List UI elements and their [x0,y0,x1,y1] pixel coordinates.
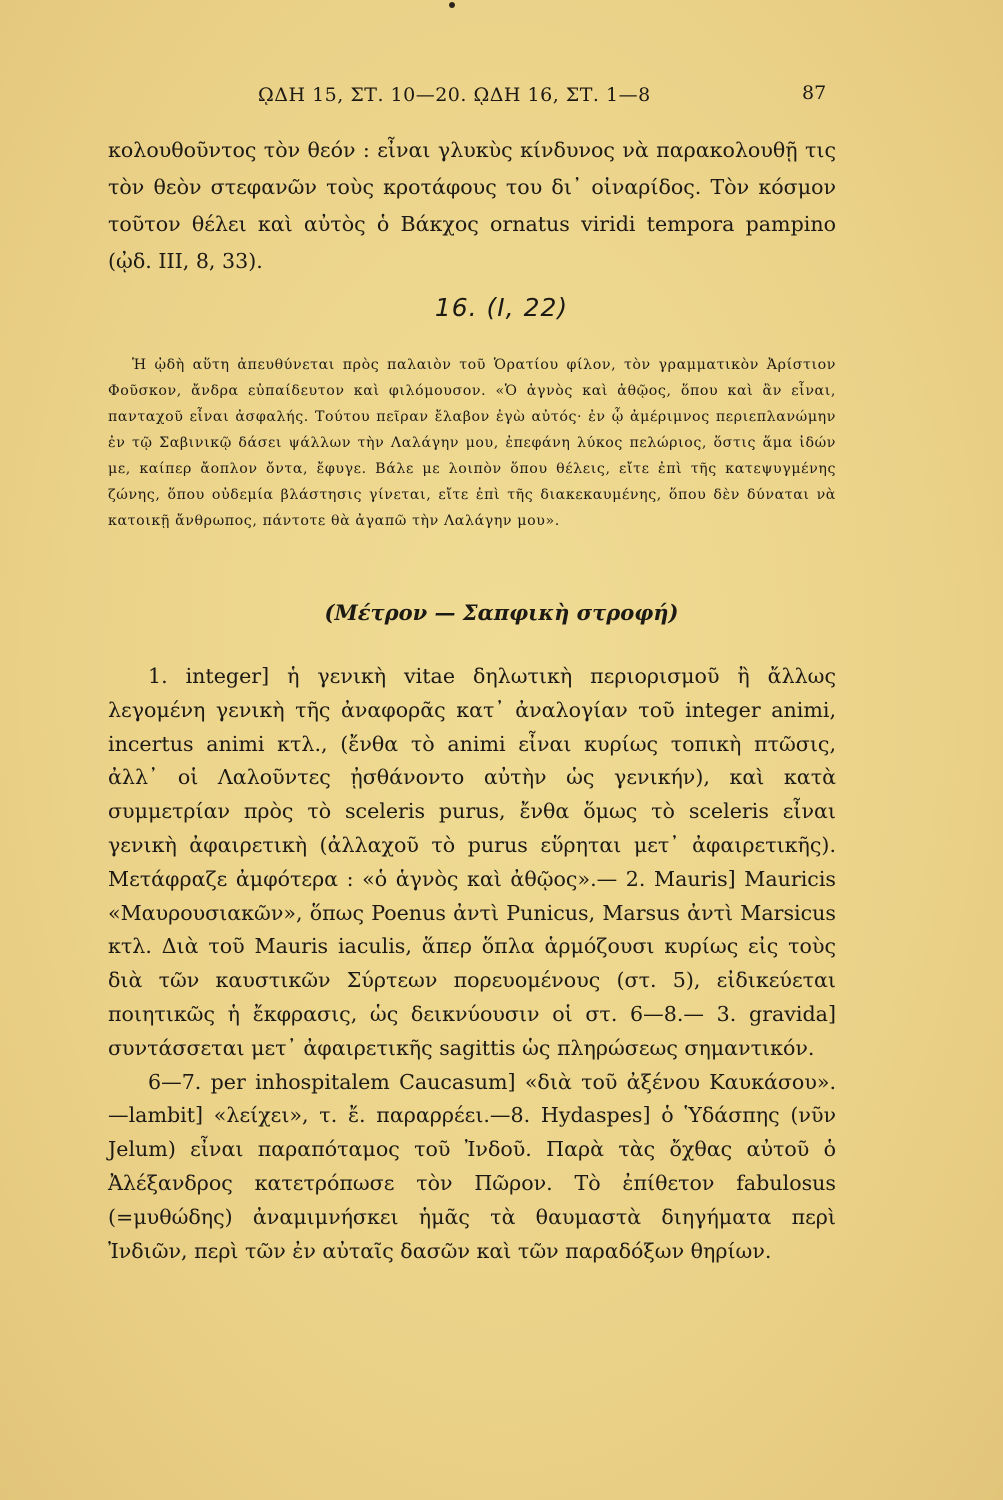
meter-heading: (Μέτρον — Σαπφικὴ στροφή) [324,600,679,625]
page-number: 87 [802,82,827,104]
continued-paragraph: κολουθοῦντος τὸν θεόν : εἶναι γλυκὺς κίνδυνος νὰ παρακολουθῇ τις τὸν θεὸν στεφανῶν τοὺς κροτάφους του δι᾽ οἰναρίδος. Τὸν κόσμον τοῦτον θέλει καὶ αὐτὸς ὁ Βάκχος ornatus viridi tempora pampino (ᾠδ. III, 8, 33). [108,138,836,273]
running-title: ῼΔΗ 15, ΣΤ. 10—20. ῼΔΗ 16, ΣΤ. 1—8 [258,84,651,106]
commentary [108,660,836,1268]
ode-heading: 16. (I, 22) [434,293,569,322]
ink-dot [449,2,455,8]
commentary-paragraph-2: 6—7. per inhospitalem Caucasum] «διὰ τοῦ ἀξένου Καυκάσου».—lambit] «λείχει», τ. ἔ. παραρρέει.—8. Hydaspes] ὁ Ὑδάσπης (νῦν Jelum) εἶναι παραπόταμος τοῦ Ἰνδοῦ. Παρὰ τὰς ὄχθας αὐτοῦ ὁ Ἀλέξανδρος κατετρόπωσε τὸν Πῶρον. Τὸ ἐπίθετον fabulosus (=μυθώδης) ἀναμιμνήσκει ἡμᾶς τὰ θαυμαστὰ διηγήματα περὶ Ἰνδιῶν, περὶ τῶν ἐν αὐταῖς δασῶν καὶ τῶν παραδόξων θηρίων. [108,1069,836,1263]
page-header [0,84,1003,114]
ode-introduction: Ἡ ᾠδὴ αὕτη ἀπευθύνεται πρὸς παλαιὸν τοῦ Ὁρατίου φίλον, τὸν γραμματικὸν Ἀρίστιον Φοῦσκον, ἄνδρα εὐπαίδευτον καὶ φιλόμουσον. «Ὁ ἁγνὸς καὶ ἀθῷος, ὅπου καὶ ἂν εἶναι, πανταχοῦ εἶναι ἀσφαλής. Τούτου πεῖραν ἔλαβον ἐγὼ αὐτός· ἐν ᾧ ἀμέριμνος περιεπλανώμην ἐν τῷ Σαβινικῷ δάσει ψάλλων τὴν Λαλάγην μου, ἐπεφάνη λύκος πελώριος, ὅστις ἅμα ἰδών με, καίπερ ἄοπλον ὄντα, ἔφυγε. Βάλε με λοιπὸν ὅπου θέλεις, εἴτε ἐπὶ τῆς κατεψυγμένης ζώνης, ὅπου οὐδεμία βλάστησις γίνεται, εἴτε ἐπὶ τῆς διακεκαυμένης, ὅπου δὲν δύναται νὰ κατοικῇ ἄνθρωπος, πάντοτε θὰ ἀγαπῶ τὴν Λαλάγην μου». [108,357,836,529]
commentary-paragraph-1: 1. integer] ἡ γενικὴ vitae δηλωτικὴ περιορισμοῦ ἢ ἄλλως λεγομένη γενικὴ τῆς ἀναφορᾶς κατ᾽ ἀναλογίαν τοῦ integer animi, incertus animi κτλ., (ἔνθα τὸ animi εἶναι κυρίως τοπικὴ πτῶσις, ἀλλ᾽ οἱ Λαλοῦντες ᾐσθάνοντο αὐτὴν ὡς γενικήν), καὶ κατὰ συμμετρίαν πρὸς τὸ sceleris purus, ἔνθα ὅμως τὸ sceleris εἶναι γενικὴ ἀφαιρετικὴ (ἀλλαχοῦ τὸ purus εὕρηται μετ᾽ ἀφαιρετικῆς). Μετάφραζε ἀμφότερα : «ὁ ἁγνὸς καὶ ἀθῷος».— 2. Mauris] Mauricis «Μαυρουσιακῶν», ὅπως Poenus ἀντὶ Punicus, Marsus ἀντὶ Marsicus κτλ. Διὰ τοῦ Mauris iaculis, ἅπερ ὅπλα ἁρμόζουσι κυρίως εἰς τοὺς διὰ τῶν καυστικῶν Σύρτεων πορευομένους (στ. 5), εἰδικεύεται ποιητικῶς ἡ ἔκφρασις, ὡς δεικνύουσιν οἱ στ. 6—8.— 3. gravida] συντάσσεται μετ᾽ ἀφαιρετικῆς sagittis ὡς πληρώσεως σημαντικόν. [108,664,836,1060]
